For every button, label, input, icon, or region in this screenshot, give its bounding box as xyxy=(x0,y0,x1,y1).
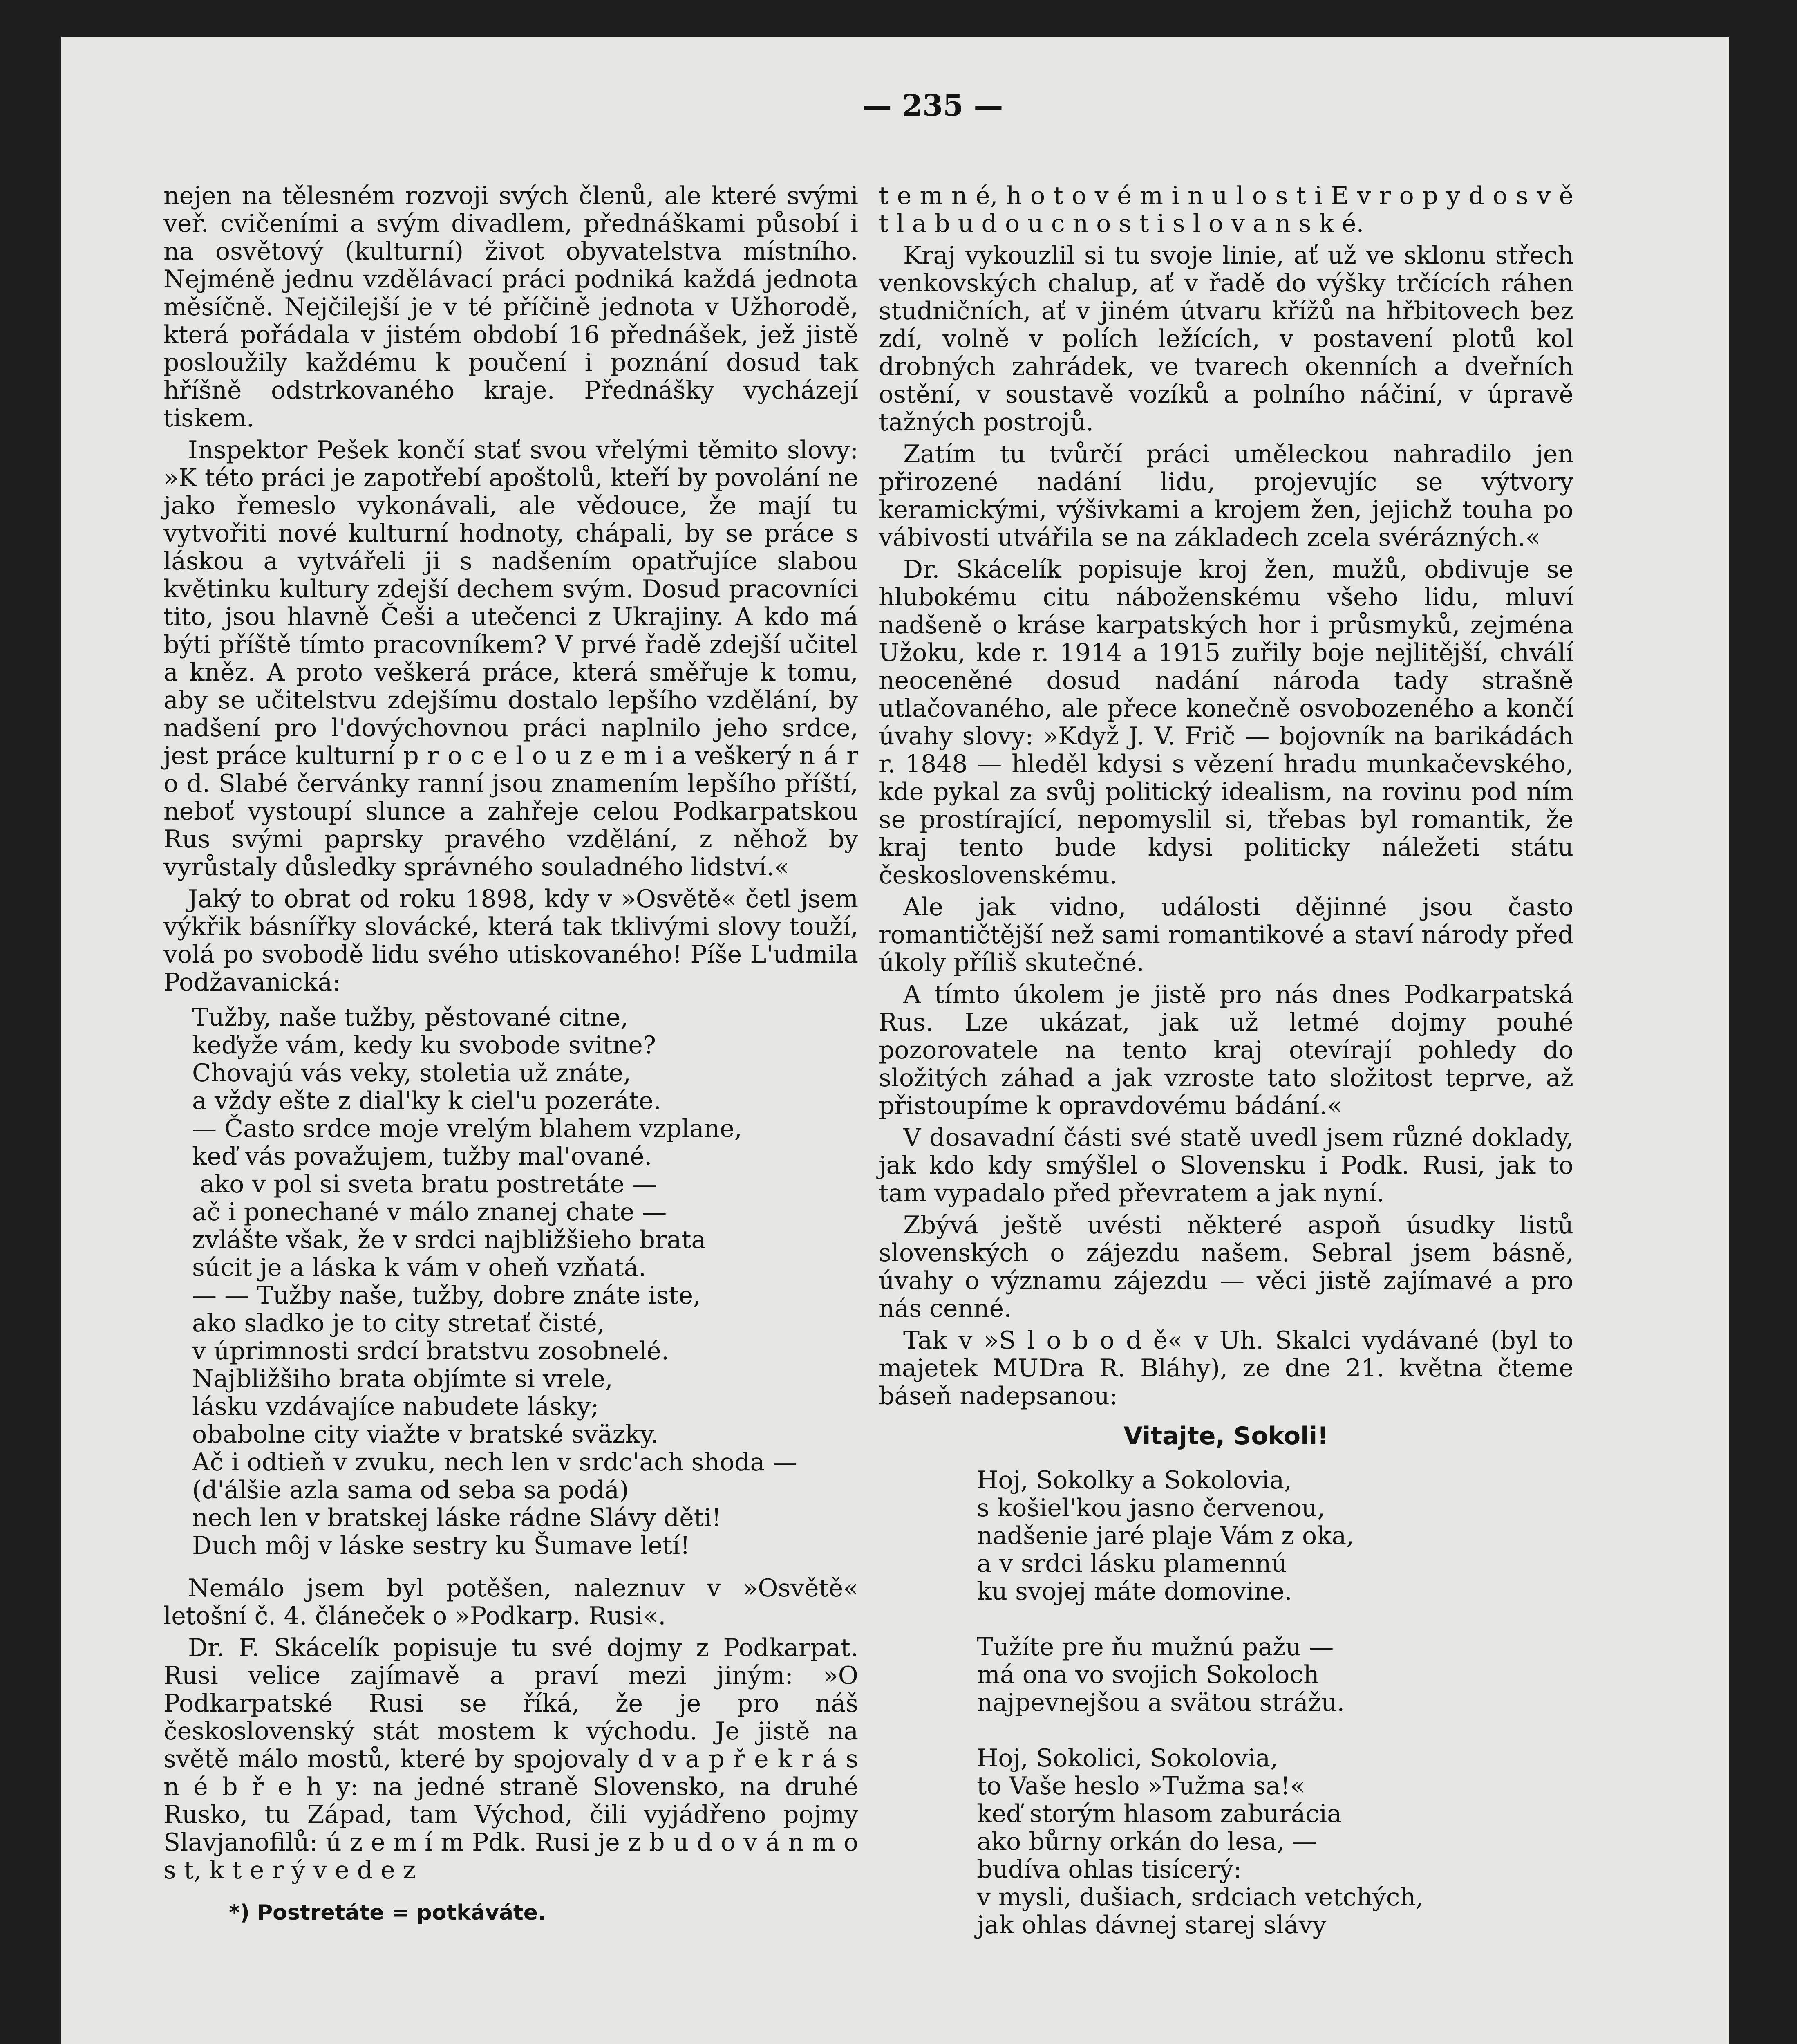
poem-title: Vitajte, Sokoli! xyxy=(1123,1422,1329,1450)
right-column xyxy=(879,182,1582,1954)
poem-line: a v srdci lásku plamennú xyxy=(977,1549,1287,1578)
poem-line: (d'álšie azla sama od seba sa podá) xyxy=(192,1476,629,1504)
left-column xyxy=(163,182,866,1925)
poem-line: ku svojej máte domovine. xyxy=(977,1577,1292,1606)
poem-vitajte-sokoli xyxy=(879,1466,1573,1939)
paragraph: Dr. Skácelík popisuje kroj žen, mužů, obdivuje se hlubokému citu náboženskému všeho lidu, mluví nadšeně o kráse karpatských hor i průsmyků, zejména Užoku, kde r. 1914 a 1915 zuřily boje nejlitější, chválí neoceněné dosud nadání národa tady strašně utlačovaného, ale přece konečně osvobozeného a končí úvahy slovy: »Když J. V. Frič — bojovník na barikádách r. 1848 — hleděl kdysi s vězení hradu munkačevského, kde pykal za svůj politický idealism, na rovinu pod ním se prostírající, nepomyslil si, třebas byl romantik, že kraj tento bude kdysi politicky náležeti státu československému. xyxy=(879,555,1582,890)
poem-line: jak ohlas dávnej starej slávy xyxy=(977,1911,1327,1939)
paragraph: Dr. F. Skácelík popisuje tu své dojmy z Podkarpat. Rusi velice zajímavě a praví mezi jiným: »O Podkarpatské Rusi se říká, že je pro náš československý stát mostem k východu. Je jistě na světě málo mostů, které by spojovaly d v a p ř e k r á s n é b ř e h y: na jedné straně Slovensko, na druhé Rusko, tu Západ, tam Východ, čili vyjádřeno pojmy Slavjanofilů: ú z e m í m Pdk. Rusi je z b u d o v á n m o s t, k t e r ý v e d e z xyxy=(163,1634,866,1885)
poem-line: s košiel'kou jasno červenou, xyxy=(977,1494,1325,1522)
left-column-text-after-poem xyxy=(163,1574,866,1885)
poem-stanza xyxy=(977,1633,1573,1717)
poem-line: ač i ponechané v málo znanej chate — xyxy=(192,1198,667,1226)
poem-line: Tužíte pre ňu mužnú pažu — xyxy=(977,1633,1334,1661)
poem-line: nech len v bratskej láske rádne Slávy děti! xyxy=(192,1504,722,1532)
paragraph: Zatím tu tvůrčí práci uměleckou nahradilo jen přirozené nadání lidu, projevujíc se výtvory keramickými, výšivkami a krojem žen, jejichž touha po vábivosti utvářila se na základech zcela svérázných.« xyxy=(879,440,1582,552)
poem-line: ako sladko je to city stretať čisté, xyxy=(192,1309,605,1338)
poem-line: Ač i odtieň v zvuku, nech len v srdc'ach shoda — xyxy=(192,1448,797,1477)
poem-line: a vždy ešte z dial'ky k ciel'u pozeráte. xyxy=(192,1087,661,1115)
poem-stanza xyxy=(977,1466,1573,1605)
paragraph: Jaký to obrat od roku 1898, kdy v »Osvětě« četl jsem výkřik básnířky slovácké, která tak tklivými slovy touží, volá po svobodě lidu svého utiskovaného! Píše L'udmila Podžavanická: xyxy=(163,885,866,997)
paragraph: Ale jak vidno, události dějinné jsou často romantičtější než sami romantikové a staví národy před úkoly příliš skutečné. xyxy=(879,893,1582,977)
paragraph: Kraj vykouzlil si tu svoje linie, ať už ve sklonu střech venkovských chalup, ať v řadě do výšky trčících ráhen studničních, ať v jiném útvaru křížů na hřbitovech bez zdí, volně v polích ležících, v postavení plotů kol drobných zahrádek, ve tvarech okenních a dveřních ostění, v soustavě vozíků a polního náčiní, v úpravě tažných postrojů. xyxy=(879,241,1582,437)
poem-line: budíva ohlas tisícerý: xyxy=(977,1855,1242,1884)
paragraph: Zbývá ještě uvésti některé aspoň úsudky listů slovenských o zájezdu našem. Sebral jsem básně, úvahy o významu zájezdu — věci jistě zajímavé a pro nás cenné. xyxy=(879,1211,1582,1323)
poem-line: — Často srdce moje vrelým blahem vzplane, xyxy=(192,1114,742,1143)
poem-line: Najbližšiho brata objímte si vrele, xyxy=(192,1365,613,1393)
poem-line: ako bůrny orkán do lesa, — xyxy=(977,1827,1317,1856)
poem-line: Tužby, naše tužby, pěstované citne, xyxy=(192,1003,629,1032)
paragraph: A tímto úkolem je jistě pro nás dnes Podkarpatská Rus. Lze ukázat, jak už letmé dojmy pouhé pozorovatele na tento kraj otevírají pohledy do složitých záhad a jak vzroste tato složitost teprve, až přistoupíme k opravdovému bádání.« xyxy=(879,980,1582,1120)
document-page xyxy=(61,37,1729,2044)
poem-line: obabolne city viažte v bratské sväzky. xyxy=(192,1420,659,1449)
right-column-text-before-poem xyxy=(879,182,1582,1410)
poem-line: Hoj, Sokolky a Sokolovia, xyxy=(977,1466,1292,1495)
paragraph: Inspektor Pešek končí stať svou vřelými těmito slovy: »K této práci je zapotřebí apoštolů, kteří by povolání ne jako řemeslo vykonávali, ale vědouce, že mají tu vytvořiti nové kulturní hodnoty, chápali, by se práce s láskou a vytvářeli ji s nadšením opatřujíce slabou květinku kultury zdejší dechem svým. Dosud pracovníci tito, jsou hlavně Češi a utečenci z Ukrajiny. A kdo má býti příště tímto pracovníkem? V prvé řadě zdejší učitel a kněz. A proto veškerá práce, která směřuje k tomu, aby se učitelstvu zdejšímu dostalo lepšího vzdělání, by nadšení pro l'dovýchovnou práci naplnilo jeho srdce, jest práce kulturní p r o c e l o u z e m i a veškerý n á r o d. Slabé červánky ranní jsou znamením lepšího příští, neboť vystoupí slunce a zahřeje celou Podkarpatskou Rus svými paprsky pravého vzdělání, z něhož by vyrůstaly důsledky správného souladného lidství.« xyxy=(163,436,866,881)
poem-line: ako v pol si sveta bratu postretáte — xyxy=(192,1170,657,1199)
page-number: — 235 — xyxy=(862,88,1003,123)
paragraph: V dosavadní části své statě uvedl jsem různé doklady, jak kdo kdy smýšlel o Slovensku i Podk. Rusi, jak to tam vypadalo před převratem a jak nyní. xyxy=(879,1123,1582,1208)
poem-line: to Vaše heslo »Tužma sa!« xyxy=(977,1772,1305,1800)
poem-line: súcit je a láska k vám v oheň vzňatá. xyxy=(192,1253,647,1282)
poem-line: lásku vzdávajíce nabudete lásky; xyxy=(192,1392,599,1421)
poem-line: najpevnejšou a svätou strážu. xyxy=(977,1688,1345,1717)
poem-line: v mysli, dušiach, srdciach vetchých, xyxy=(977,1883,1424,1912)
poem-line: keď vás považujem, tužby mal'ované. xyxy=(192,1142,652,1171)
poem-line: Duch môj v láske sestry ku Šumave letí! xyxy=(192,1531,690,1560)
poem-line: má ona vo svojich Sokoloch xyxy=(977,1661,1319,1689)
poem-line: Chovajú vás veky, stoletia už znáte, xyxy=(192,1059,631,1087)
paragraph: t e m n é, h o t o v é m i n u l o s t i E v r o p y d o s v ě t l a b u d o u c n o s t i s l o v a n s k é. xyxy=(879,182,1582,238)
poem-line: v úprimnosti srdcí bratstvu zosobnelé. xyxy=(192,1337,669,1365)
poem-line: zvlášte však, že v srdci najbližšieho brata xyxy=(192,1226,706,1254)
poem-tuzby xyxy=(163,1004,858,1560)
poem-line: keďyže vám, kedy ku svobode svitne? xyxy=(192,1031,656,1060)
left-column-text-before-poem xyxy=(163,182,866,997)
paragraph: nejen na tělesném rozvoji svých členů, ale které svými veř. cvičeními a svým divadlem, přednáškami působí i na osvětový (kulturní) život obyvatelstva místního. Nejméně jednu vzdělávací práci podniká každá jednota měsíčně. Nejčilejší je v té příčině jednota v Užhorodě, která pořádala v jistém období 16 přednášek, jež jistě posloužily každému k poučení i poznání dosud tak hříšně odstrkovaného kraje. Přednášky vycházejí tiskem. xyxy=(163,182,866,433)
poem-line: keď storým hlasom zaburácia xyxy=(977,1800,1342,1828)
paragraph: Tak v »S l o b o d ě« v Uh. Skalci vydávané (byl to majetek MUDra R. Bláhy), ze dne 21. května čteme báseň nadepsanou: xyxy=(879,1326,1582,1410)
paragraph: Nemálo jsem byl potěšen, naleznuv v »Osvětě« letošní č. 4. článeček o »Podkarp. Rusi«. xyxy=(163,1574,866,1630)
footnote: *) Postretáte = potkáváte. xyxy=(229,1901,546,1925)
poem-line: Hoj, Sokolici, Sokolovia, xyxy=(977,1744,1278,1773)
poem-line: — — Tužby naše, tužby, dobre znáte iste, xyxy=(192,1281,701,1310)
poem-line: nadšenie jaré plaje Vám z oka, xyxy=(977,1522,1354,1550)
poem-stanza xyxy=(977,1744,1573,1939)
